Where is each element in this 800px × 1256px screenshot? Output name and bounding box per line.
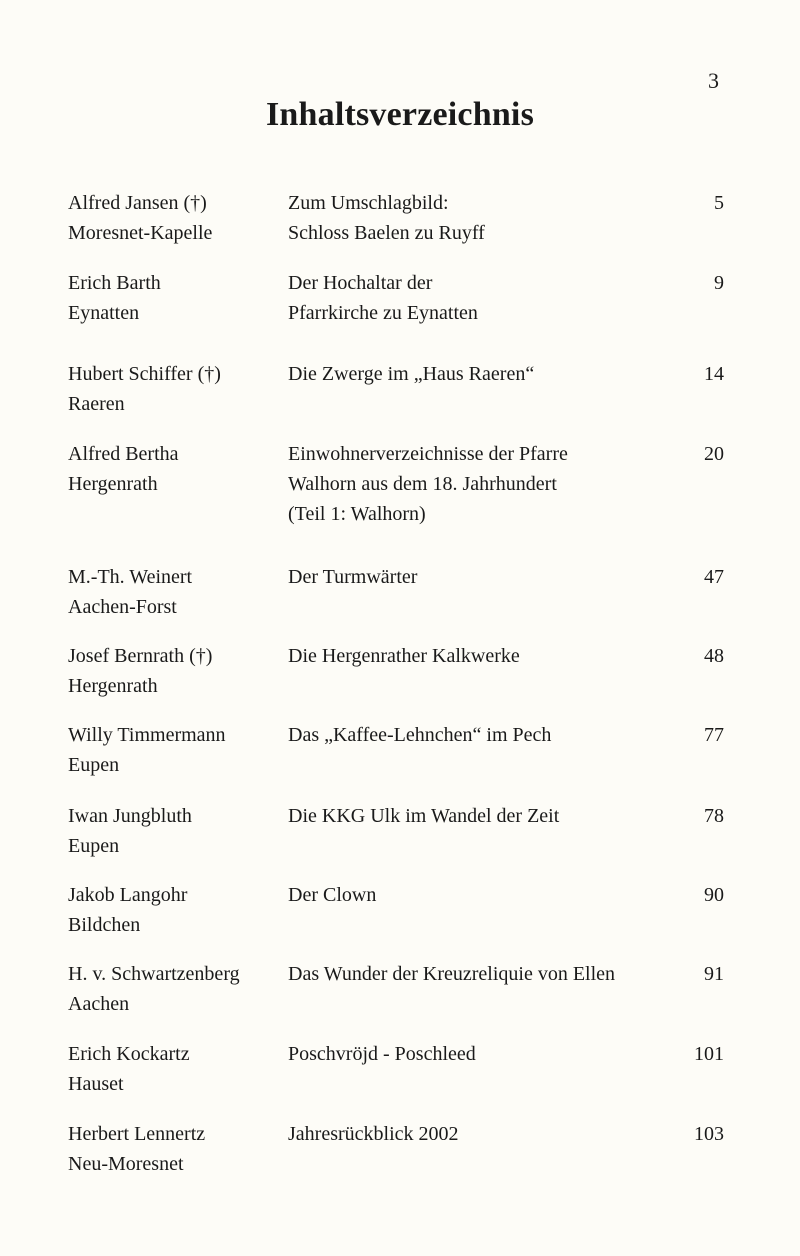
author-place: Bildchen <box>68 914 141 936</box>
author-place: Aachen <box>68 993 130 1015</box>
toc-author <box>68 268 283 328</box>
toc-author <box>68 959 283 1019</box>
toc-article-title <box>288 268 688 328</box>
toc-page-number: 48 <box>704 645 724 667</box>
toc-author <box>68 359 283 419</box>
article-title-line: Zum Umschlagbild: <box>288 192 449 214</box>
article-title-line: Poschvröjd - Poschleed <box>288 1043 476 1065</box>
author-name: M.-Th. Weinert <box>68 566 193 588</box>
toc-article-title <box>288 1039 688 1069</box>
toc-author <box>68 1039 283 1099</box>
toc-page-number: 90 <box>704 884 724 906</box>
article-title-line: Das Wunder der Kreuzreliquie von Ellen <box>288 963 616 985</box>
article-title-line: Schloss Baelen zu Ruyff <box>288 222 485 244</box>
author-name: Alfred Jansen (†) <box>68 192 207 214</box>
toc-article-title <box>288 641 688 671</box>
toc-page-number: 5 <box>714 192 724 214</box>
toc-article-title <box>288 562 688 592</box>
article-title-line: Der Turmwärter <box>288 566 418 588</box>
author-place: Eynatten <box>68 302 140 324</box>
toc-article-title <box>288 880 688 910</box>
toc-author <box>68 801 283 861</box>
article-title-line: Jahresrückblick 2002 <box>288 1123 459 1145</box>
page-number: 3 <box>708 68 719 93</box>
toc-article-title <box>288 188 688 248</box>
article-title-line: Der Clown <box>288 884 377 906</box>
author-place: Moresnet-Kapelle <box>68 222 213 244</box>
toc-page-number: 47 <box>704 566 724 588</box>
article-title-line: Einwohnerverzeichnisse der Pfarre <box>288 443 568 465</box>
author-place: Hergenrath <box>68 473 158 495</box>
author-name: Erich Barth <box>68 272 161 294</box>
author-name: Willy Timmermann <box>68 724 226 746</box>
author-name: Alfred Bertha <box>68 443 179 465</box>
toc-article-title <box>288 959 688 989</box>
article-title-line: (Teil 1: Walhorn) <box>288 503 426 525</box>
toc-author <box>68 880 283 940</box>
article-title-line: Die KKG Ulk im Wandel der Zeit <box>288 805 560 827</box>
toc-article-title <box>288 359 688 389</box>
toc-page-number: 78 <box>704 805 724 827</box>
author-name: H. v. Schwartzenberg <box>68 963 240 985</box>
toc-page-number: 14 <box>704 363 724 385</box>
toc-author <box>68 562 283 622</box>
toc-page-number: 20 <box>704 443 724 465</box>
author-place: Raeren <box>68 393 125 415</box>
author-name: Hubert Schiffer (†) <box>68 363 221 385</box>
toc-page-number: 9 <box>714 272 724 294</box>
toc-page-number: 91 <box>704 963 724 985</box>
toc-page-number: 77 <box>704 724 724 746</box>
toc-article-title <box>288 439 688 529</box>
author-place: Aachen-Forst <box>68 596 177 618</box>
article-title-line: Die Hergenrather Kalkwerke <box>288 645 520 667</box>
article-title-line: Das „Kaffee-Lehnchen“ im Pech <box>288 724 552 746</box>
page-title: Inhaltsverzeichnis <box>265 96 535 133</box>
toc-article-title <box>288 1119 688 1149</box>
article-title-line: Pfarrkirche zu Eynatten <box>288 302 478 324</box>
author-name: Herbert Lennertz <box>68 1123 206 1145</box>
toc-article-title <box>288 801 688 831</box>
author-name: Josef Bernrath (†) <box>68 645 213 667</box>
author-place: Eupen <box>68 835 120 857</box>
article-title-line: Die Zwerge im „Haus Raeren“ <box>288 363 535 385</box>
toc-page-number: 101 <box>694 1043 724 1065</box>
author-place: Hauset <box>68 1073 124 1095</box>
toc-article-title <box>288 720 688 750</box>
author-name: Jakob Langohr <box>68 884 188 906</box>
author-place: Eupen <box>68 754 120 776</box>
article-title-line: Der Hochaltar der <box>288 272 433 294</box>
toc-author <box>68 720 283 780</box>
author-name: Erich Kockartz <box>68 1043 190 1065</box>
toc-author <box>68 439 283 499</box>
toc-author <box>68 641 283 701</box>
toc-author <box>68 1119 283 1179</box>
author-name: Iwan Jungbluth <box>68 805 192 827</box>
toc-author <box>68 188 283 248</box>
article-title-line: Walhorn aus dem 18. Jahrhundert <box>288 473 557 495</box>
author-place: Hergenrath <box>68 675 158 697</box>
toc-page-number: 103 <box>694 1123 724 1145</box>
author-place: Neu-Moresnet <box>68 1153 184 1175</box>
